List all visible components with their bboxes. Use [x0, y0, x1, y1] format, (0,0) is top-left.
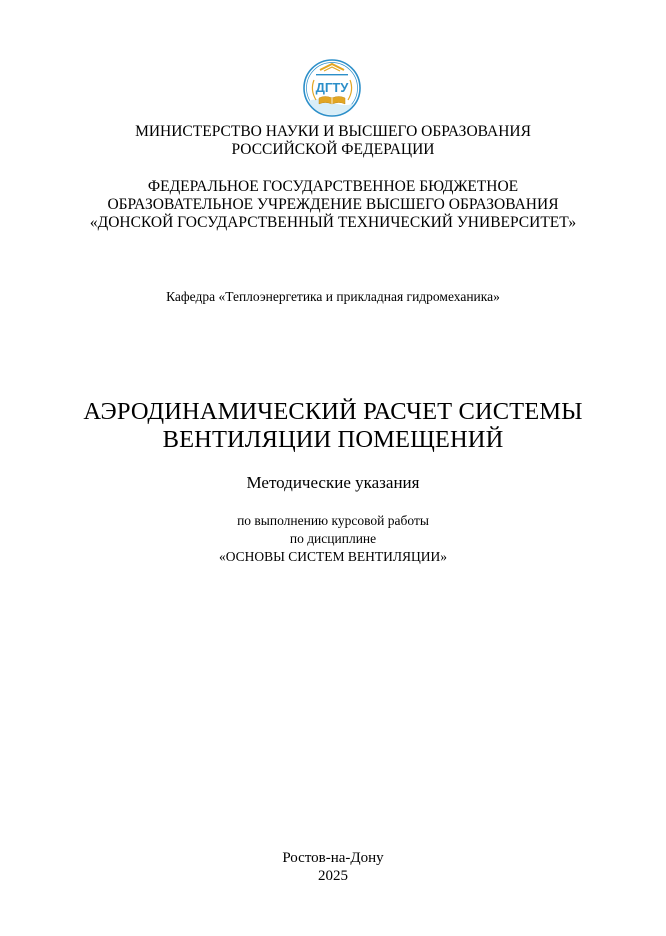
ministry-line-2: РОССИЙСКОЙ ФЕДЕРАЦИИ	[231, 141, 435, 158]
document-title-line-2: ВЕНТИЛЯЦИИ ПОМЕЩЕНИЙ	[162, 426, 504, 453]
department-name: Кафедра «Теплоэнергетика и прикладная гидромеханика»	[166, 289, 500, 304]
discipline-name: «ОСНОВЫ СИСТЕМ ВЕНТИЛЯЦИИ»	[218, 549, 448, 564]
institution-line-2: ОБРАЗОВАТЕЛЬНОЕ УЧРЕЖДЕНИЕ ВЫСШЕГО ОБРАЗОВАНИЯ	[107, 196, 559, 213]
institution-line-3: «ДОНСКОЙ ГОСУДАРСТВЕННЫЙ ТЕХНИЧЕСКИЙ УНИВЕРСИТЕТ»	[89, 214, 577, 231]
city: Ростов-на-Дону	[282, 850, 384, 866]
logo-text: ДГТУ	[315, 80, 349, 95]
year: 2025	[318, 868, 348, 884]
purpose-line-2: по дисциплине	[289, 531, 377, 546]
document-title-line-1: АЭРОДИНАМИЧЕСКИЙ РАСЧЕТ СИСТЕМЫ	[83, 398, 583, 425]
purpose-line-1: по выполнению курсовой работы	[237, 513, 429, 528]
ministry-line-1: МИНИСТЕРСТВО НАУКИ И ВЫСШЕГО ОБРАЗОВАНИЯ	[135, 123, 531, 140]
institution-line-1: ФЕДЕРАЛЬНОЕ ГОСУДАРСТВЕННОЕ БЮДЖЕТНОЕ	[147, 178, 519, 195]
document-subtitle: Методические указания	[246, 473, 420, 492]
university-logo	[302, 58, 362, 118]
